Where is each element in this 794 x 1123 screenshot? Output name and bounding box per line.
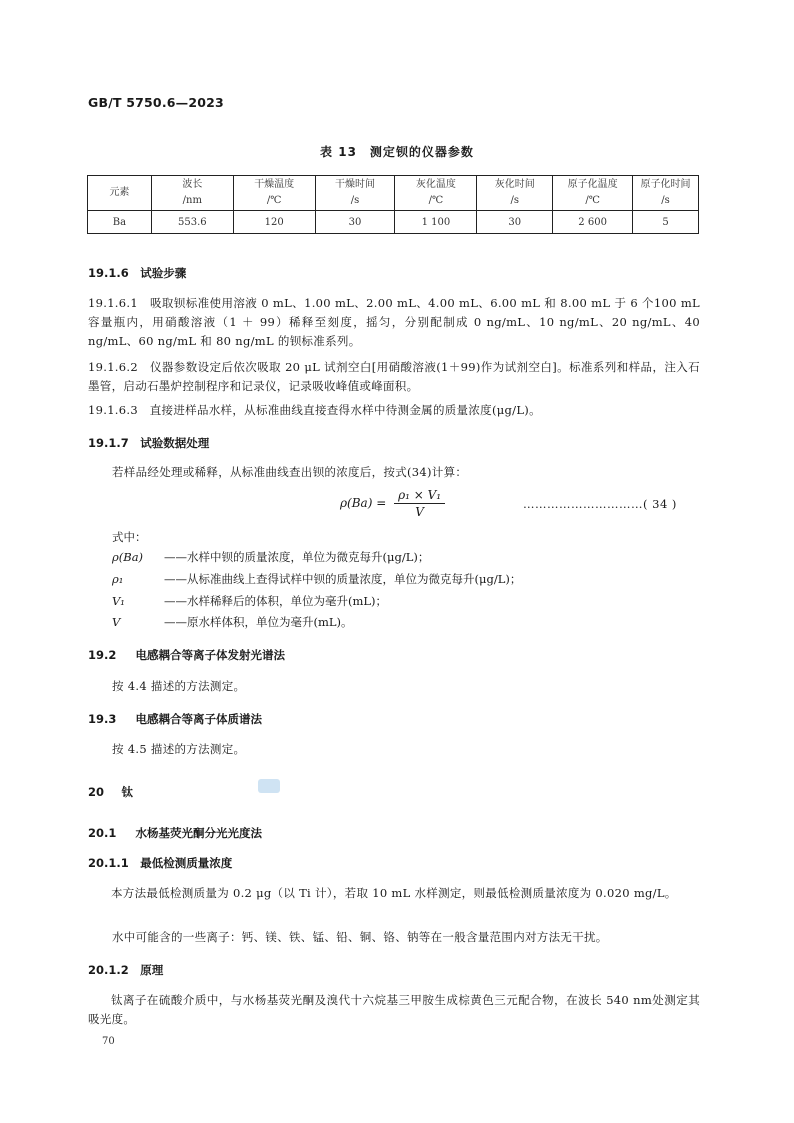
equation-number: …………………………( 34 ) xyxy=(523,497,677,511)
table-cell: 553.6 xyxy=(151,211,233,234)
where-label: 式中： xyxy=(112,530,147,544)
page-number: 70 xyxy=(102,1036,115,1047)
definition-item: V ——原水样体积，单位为毫升(mL)。 xyxy=(112,615,353,629)
table-cell: 120 xyxy=(233,211,315,234)
section-heading-20-1: 20.1 水杨基荧光酮分光光度法 xyxy=(88,826,262,840)
paragraph-19-1-6-1: 19.1.6.1 吸取钡标准使用溶液 0 mL、1.00 mL、2.00 mL、4.00 mL、6.00 mL 和 8.00 mL 于 6 个100 mL 容量瓶内，用硝酸溶液（1 ＋ 99）稀释至刻度，摇匀，分别配制成 0 ng/mL、10 ng/mL、20 ng/mL、40 ng/mL、60 ng/mL 和 80 ng/mL 的钡标准系列。 xyxy=(88,296,700,348)
section-heading-19-1-7: 19.1.7 试验数据处理 xyxy=(88,436,210,450)
col-header-dry-temp: 干燥温度 /℃ xyxy=(233,176,315,211)
paragraph-19-1-6-2: 19.1.6.2 仪器参数设定后依次吸取 20 μL 试剂空白[用硝酸溶液(1＋99)作为试剂空白]。标准系列和样品，注入石墨管，启动石墨炉控制程序和记录仪，记录吸收峰值或峰面积。 xyxy=(88,360,700,393)
formula-denominator: V xyxy=(415,505,424,519)
table-cell: 30 xyxy=(315,211,395,234)
paragraph-20-1-2: 钛离子在硫酸介质中，与水杨基荧光酮及溴代十六烷基三甲胺生成棕黄色三元配合物，在波长 540 nm处测定其吸光度。 xyxy=(88,993,700,1026)
col-header-atomize-temp: 原子化温度 /℃ xyxy=(553,176,633,211)
watermark-logo xyxy=(258,779,280,793)
section-heading-20: 20 钛 xyxy=(88,785,133,799)
paragraph-20-1-1-b: 水中可能含的一些离子：钙、镁、铁、锰、铅、铜、铬、钠等在一般含量范围内对方法无干扰。 xyxy=(112,930,608,944)
paragraph-19-2: 按 4.4 描述的方法测定。 xyxy=(112,679,246,693)
formula-34: ρ(Ba) = $\frac{\text{ρ₁ × V₁}}{V}$ xyxy=(340,488,445,519)
section-heading-19-3: 19.3 电感耦合等离子体质谱法 xyxy=(88,712,262,726)
col-header-element: 元素 xyxy=(88,176,152,211)
instrument-parameter-table xyxy=(87,175,699,234)
section-heading-20-1-1: 20.1.1 最低检测质量浓度 xyxy=(88,856,233,870)
table-cell: 5 xyxy=(633,211,699,234)
definition-item: ρ(Ba) ——水样中钡的质量浓度，单位为微克每升(μg/L)； xyxy=(112,550,430,564)
section-heading-19-1-6: 19.1.6 试验步骤 xyxy=(88,266,187,280)
paragraph-19-1-6-3: 19.1.6.3 直接进样品水样，从标准曲线直接查得水样中待测金属的质量浓度(μg/L)。 xyxy=(88,403,541,417)
col-header-wavelength: 波长 /nm xyxy=(151,176,233,211)
section-heading-19-2: 19.2 电感耦合等离子体发射光谱法 xyxy=(88,648,285,662)
col-header-ash-time: 灰化时间 /s xyxy=(477,176,553,211)
paragraph-19-3: 按 4.5 描述的方法测定。 xyxy=(112,742,246,756)
table-row xyxy=(88,211,699,234)
table-header-row xyxy=(88,176,699,211)
standard-code: GB/T 5750.6—2023 xyxy=(88,95,224,110)
section-heading-20-1-2: 20.1.2 原理 xyxy=(88,963,164,977)
table-cell: 30 xyxy=(477,211,553,234)
paragraph-19-1-7: 若样品经处理或稀释，从标准曲线查出钡的浓度后，按式(34)计算： xyxy=(112,465,468,479)
col-header-dry-time: 干燥时间 /s xyxy=(315,176,395,211)
table-cell: Ba xyxy=(88,211,152,234)
definition-item: V₁ ——水样稀释后的体积，单位为毫升(mL)； xyxy=(112,594,388,608)
formula-numerator: ρ₁ × V₁ xyxy=(394,488,445,504)
table-cell: 2 600 xyxy=(553,211,633,234)
paragraph-20-1-1-a: 本方法最低检测质量为 0.2 μg（以 Ti 计），若取 10 mL 水样测定，则最低检测质量浓度为 0.020 mg/L。 xyxy=(111,886,677,900)
definition-item: ρ₁ ——从标准曲线上查得试样中钡的质量浓度，单位为微克每升(μg/L)； xyxy=(112,572,522,586)
table-title: 表 13 测定钡的仪器参数 xyxy=(320,145,474,159)
col-header-atomize-time: 原子化时间 /s xyxy=(633,176,699,211)
table-cell: 1 100 xyxy=(395,211,477,234)
col-header-ash-temp: 灰化温度 /℃ xyxy=(395,176,477,211)
